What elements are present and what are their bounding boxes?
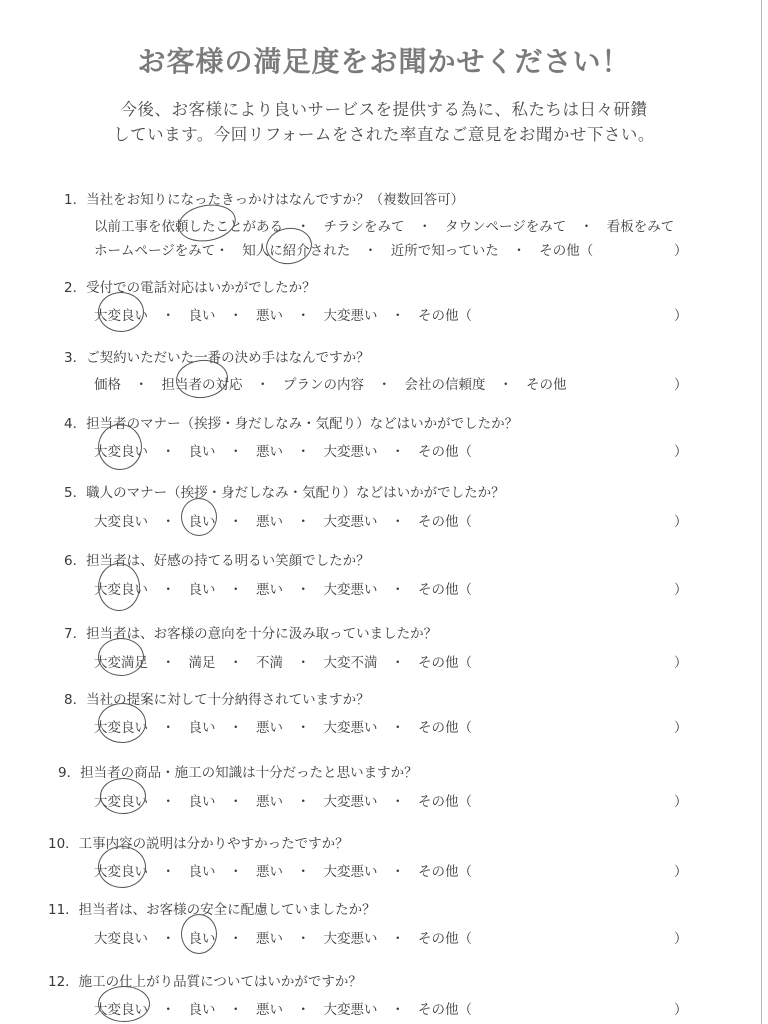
question-10-label: 10．工事内容の説明は分かりやすかったですか？ [48,836,349,852]
question-10-options: 大変良い ・ 良い ・ 悪い ・ 大変悪い ・ その他（ [94,864,472,880]
question-11-close-paren: ） [674,931,688,947]
question-5-label: 5．職人のマナー（挨拶・身だしなみ・気配り）などはいかがでしたか？ [64,485,505,501]
question-11-label: 11．担当者は、お客様の安全に配慮していましたか？ [48,902,376,918]
question-1-options-line-1: 以前工事を依頼したことがある ・ チラシをみて ・ タウンページをみて ・ 看板をみて [94,219,675,235]
question-5-close-paren: ） [674,514,688,530]
question-4-options: 大変良い ・ 良い ・ 悪い ・ 大変悪い ・ その他（ [94,444,472,460]
question-3-label: 3．ご契約いただいた一番の決め手はなんですか？ [64,350,370,366]
question-7-options: 大変満足 ・ 満足 ・ 不満 ・ 大変不満 ・ その他（ [94,655,472,671]
question-6-close-paren: ） [674,582,688,598]
question-10-close-paren: ） [674,864,688,880]
question-9-label: 9．担当者の商品・施工の知識は十分だったと思いますか？ [58,765,418,781]
question-9-options: 大変良い ・ 良い ・ 悪い ・ 大変悪い ・ その他（ [94,794,472,810]
question-8-label: 8．当社の提案に対して十分納得されていますか？ [64,692,370,708]
question-12-label: 12．施工の仕上がり品質についてはいかがですか？ [48,974,362,990]
question-6-label: 6．担当者は、好感の持てる明るい笑顔でしたか？ [64,553,370,569]
question-1-label: 1．当社をお知りになったきっかけはなんですか？（複数回答可） [64,192,465,208]
question-5-options: 大変良い ・ 良い ・ 悪い ・ 大変悪い ・ その他（ [94,514,472,530]
question-1-options-line-2: ホームページをみて・ 知人に紹介された ・ 近所で知っていた ・ その他（ [94,243,594,259]
question-2-label: 2．受付での電話対応はいかがでしたか？ [64,280,316,296]
question-2-options: 大変良い ・ 良い ・ 悪い ・ 大変悪い ・ その他（ [94,308,472,324]
question-4-label: 4．担当者のマナー（挨拶・身だしなみ・気配り）などはいかがでしたか？ [64,416,519,432]
question-7-close-paren: ） [674,655,688,671]
question-8-close-paren: ） [674,720,688,736]
question-3-options: 価格 ・ 担当者の対応 ・ プランの内容 ・ 会社の信頼度 ・ その他 [94,377,567,393]
survey-title: お客様の満足度をお聞かせください！ [137,45,631,78]
question-8-options: 大変良い ・ 良い ・ 悪い ・ 大変悪い ・ その他（ [94,720,472,736]
question-3-close-paren: ） [674,377,688,393]
question-4-close-paren: ） [674,444,688,460]
question-6-options: 大変良い ・ 良い ・ 悪い ・ 大変悪い ・ その他（ [94,582,472,598]
question-12-options: 大変良い ・ 良い ・ 悪い ・ 大変悪い ・ その他（ [94,1002,472,1018]
question-11-options: 大変良い ・ 良い ・ 悪い ・ 大変悪い ・ その他（ [94,931,472,947]
question-12-close-paren: ） [674,1002,688,1018]
question-2-close-paren: ） [674,308,688,324]
question-7-label: 7．担当者は、お客様の意向を十分に汲み取っていましたか？ [64,626,438,642]
question-1-close-paren: ） [674,243,688,259]
intro-line-2: しています。今回リフォームをされた率直なご意見をお聞かせ下さい。 [113,125,655,144]
intro-line-1: 今後、お客様により良いサービスを提供する為に、私たちは日々研鑽 [120,100,648,119]
question-9-close-paren: ） [674,794,688,810]
scan-edge-line [761,0,762,1024]
